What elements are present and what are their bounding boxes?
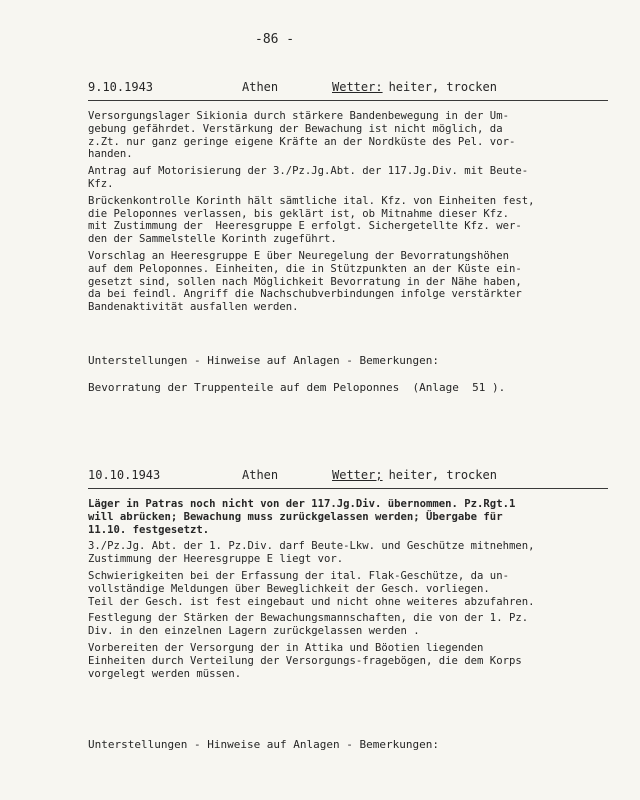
entry-paragraph: 3./Pz.Jg. Abt. der 1. Pz.Div. darf Beute-Lkw. und Geschütze mitnehmen, Zustimmung der Heeresgruppe E liegt vor. [88,540,535,566]
entry-header [88,468,608,489]
weather-label: Wetter: [332,80,383,94]
entry-header [88,80,608,101]
diary-entry [88,468,608,684]
entry-paragraph: Vorbereiten der Versorgung der in Attika und Böotien liegenden Einheiten durch Verteilung der Versorgungs-fragebögen, die dem Korps vorgelegt werden müssen. [88,641,522,680]
entry-paragraph: Vorschlag an Heeresgruppe E über Neuregelung der Bevorratungshöhen auf dem Peloponnes. Einheiten, die in Stützpunkten an der Küste ein- gesetzt sind, sollen nach Möglichkeit Bevorratung in der Nähe haben, da bei feindl. Angriff die Nachschubverbindungen infolge verstärkter Bandenaktivität ausfallen werden. [88,249,522,314]
page-number: -86 - [255,32,295,47]
diary-entry [88,80,608,318]
entry-body [88,498,608,680]
entry-paragraph: Schwierigkeiten bei der Erfassung der ital. Flak-Geschütze, da un- vollständige Meldungen über Beweglichkeit der Gesch. vorliegen. Teil der Gesch. ist fest eingebaut und nicht ohne weiteres abzufahren. [88,569,535,608]
notes-title: Unterstellungen - Hinweise auf Anlagen - Bemerkungen: [88,354,439,367]
entry-body [88,110,608,314]
weather-value: heiter, trocken [388,80,497,94]
notes-line: Bevorratung der Truppenteile auf dem Peloponnes (Anlage 51 ). [88,381,506,394]
weather-label: Wetter; [332,468,383,482]
entry-paragraph: Versorgungslager Sikionia durch stärkere Bandenbewegung in der Um- gebung gefährdet. Verstärkung der Bewachung ist nicht möglich, da z.Zt. nur ganz geringe eigene Kräfte an der Nordküste des Pel. vor- handen. [88,110,516,161]
entry-paragraph: Läger in Patras noch nicht von der 117.Jg.Div. übernommen. Pz.Rgt.1 will abrücken; Bewachung muss zurückgelassen werden; Übergabe für 11.10. festgesetzt. [88,498,516,536]
entry-paragraph: Antrag auf Motorisierung der 3./Pz.Jg.Abt. der 117.Jg.Div. mit Beute- Kfz. [88,165,529,190]
entry-paragraph: Festlegung der Stärken der Bewachungsmannschaften, die von der 1. Pz. Div. in den einzelnen Lagern zurückgelassen werden . [88,612,529,638]
notes-section [88,354,608,394]
notes-title: Unterstellungen - Hinweise auf Anlagen - Bemerkungen: [88,738,439,751]
entry-place: Athen [242,468,279,482]
entry-place: Athen [242,80,279,94]
entry-date: 10.10.1943 [88,468,161,482]
entry-date: 9.10.1943 [88,80,154,94]
notes-section [88,738,608,765]
weather-value: heiter, trocken [388,468,497,482]
entry-paragraph: Brückenkontrolle Korinth hält sämtliche ital. Kfz. von Einheiten fest, die Peloponnes verlassen, bis geklärt ist, ob Mitnahme dieser Kfz. mit Zustimmung der Heeresgruppe E erfolgt. Sichergetellte Kfz. wer- den der Sammelstelle Korinth zugeführt. [88,194,535,246]
